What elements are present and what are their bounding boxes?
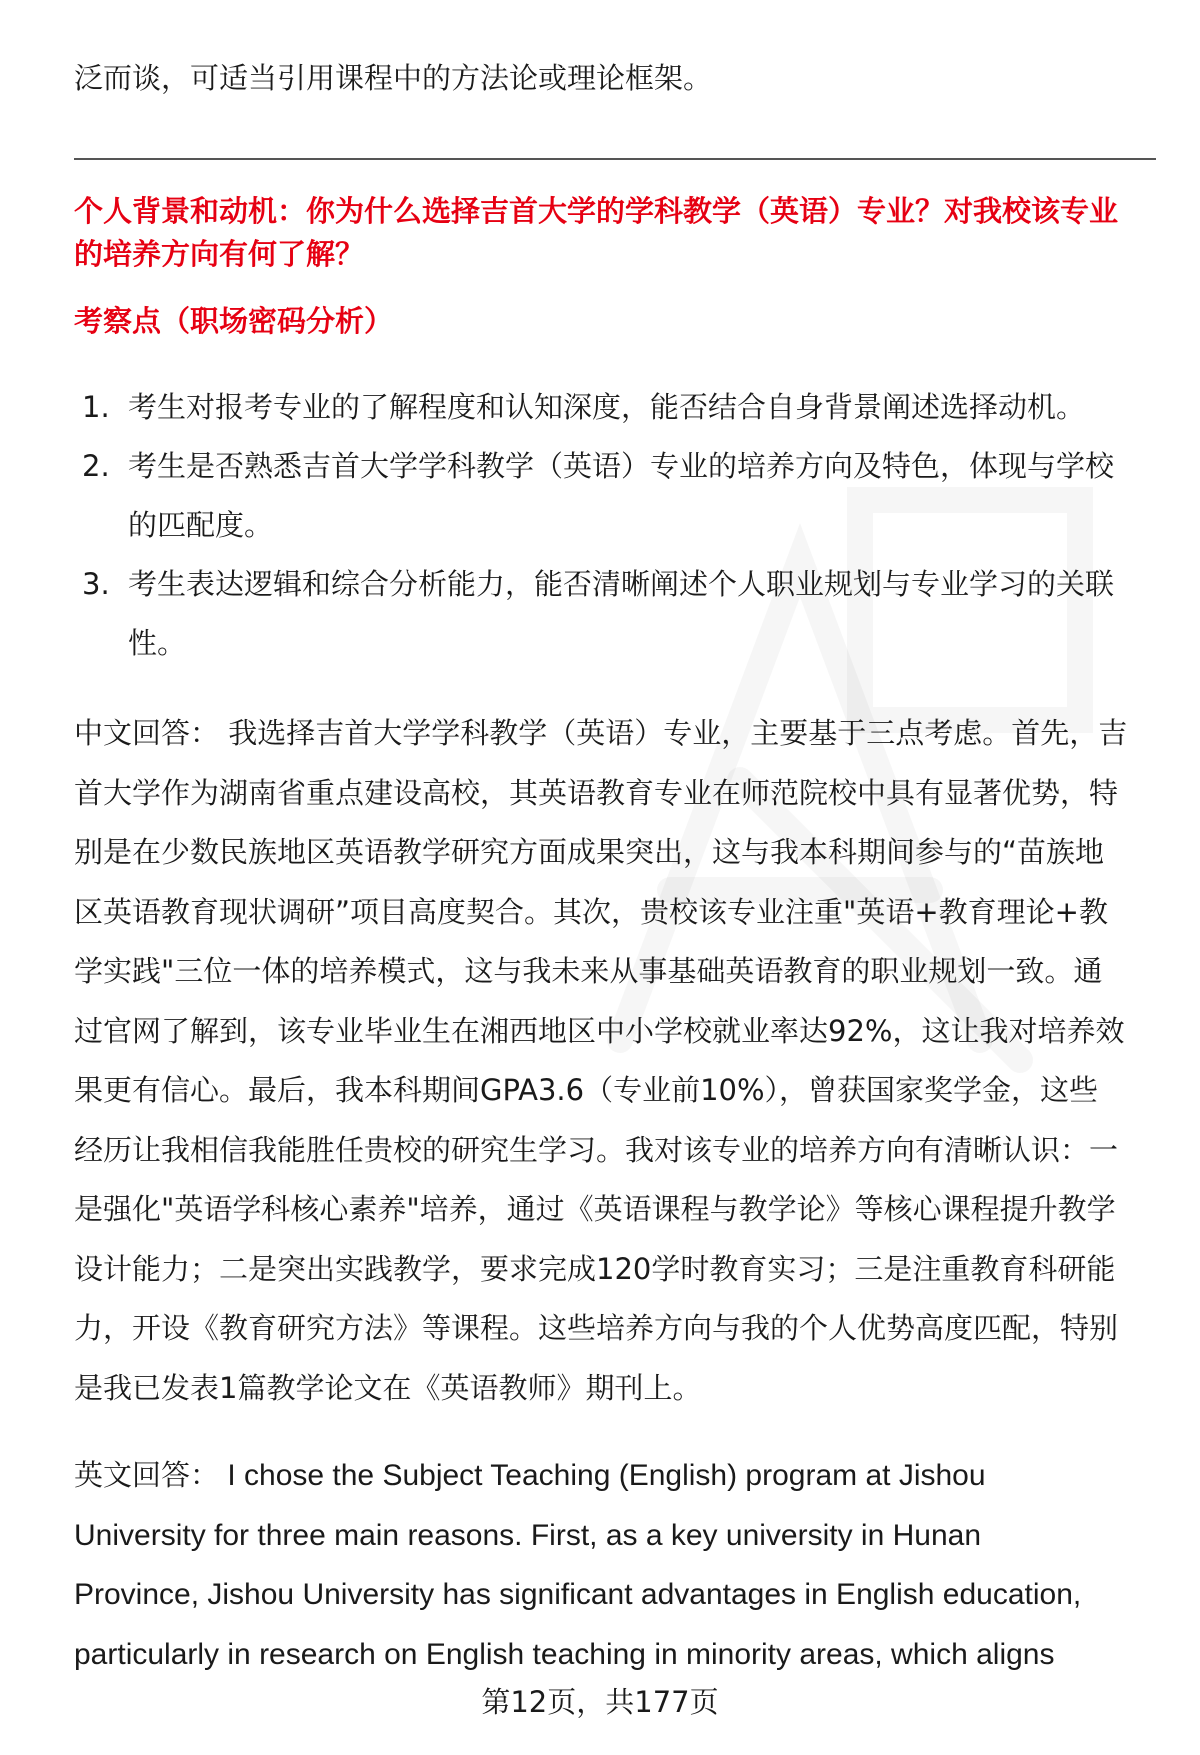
intro-line: 泛而谈，可适当引用课程中的方法论或理论框架。 xyxy=(74,61,713,95)
answer-text: I chose the Subject Teaching (English) program at Jishou xyxy=(219,1459,986,1492)
answer-line: 果更有信心。最后，我本科期间GPA3.6（专业前10%），曾获国家奖学金，这些 xyxy=(74,1073,1099,1107)
question-heading xyxy=(74,190,1156,276)
section-divider xyxy=(74,158,1156,160)
list-item-text: 的匹配度。 xyxy=(128,508,274,542)
list-item-number: 3. xyxy=(82,567,110,601)
answer-line: 是我已发表1篇教学论文在《英语教师》期刊上。 xyxy=(74,1370,702,1405)
answer-line: 中文回答： 我选择吉首大学学科教学（英语）专业，主要基于三点考虑。首先，吉 xyxy=(74,716,1128,750)
list-item xyxy=(74,378,1156,437)
answer-line: 首大学作为湖南省重点建设高校，其英语教育专业在师范院校中具有显著优势，特 xyxy=(74,775,1119,810)
question-line: 的培养方向有何了解？ xyxy=(74,237,365,271)
answer-line: 过官网了解到，该专业毕业生在湘西地区中小学校就业率达92%，这让我对培养效 xyxy=(74,1013,1125,1048)
list-item-text: 考生对报考专业的了解程度和认知深度，能否结合自身背景阐述选择动机。 xyxy=(128,390,1086,424)
answer-line: particularly in research on English teaching in minority areas, which aligns xyxy=(74,1637,1055,1671)
answer-line: 设计能力；二是突出实践教学，要求完成120学时教育实习；三是注重教育科研能 xyxy=(74,1251,1116,1286)
answer-line: University for three main reasons. First, as a key university in Hunan xyxy=(74,1518,982,1552)
answer-line xyxy=(74,1446,1156,1506)
chinese-answer xyxy=(74,704,1156,1418)
list-item-text: 考生是否熟悉吉首大学学科教学（英语）专业的培养方向及特色，体现与学校 xyxy=(128,449,1115,483)
answer-line: 是强化"英语学科核心素养"培养，通过《英语课程与教学论》等核心课程提升教学 xyxy=(74,1192,1116,1226)
list-item xyxy=(74,555,1156,673)
english-answer xyxy=(74,1446,1156,1684)
answer-line: 经历让我相信我能胜任贵校的研究生学习。我对该专业的培养方向有清晰认识：一 xyxy=(74,1132,1119,1167)
question-line: 个人背景和动机：你为什么选择吉首大学的学科教学（英语）专业？对我校该专业 xyxy=(74,194,1119,228)
answer-line: 区英语教育现状调研”项目高度契合。其次，贵校该专业注重"英语+教育理论+教 xyxy=(74,894,1108,929)
answer-line: Province, Jishou University has significant advantages in English education, xyxy=(74,1578,1082,1611)
answer-line: 力，开设《教育研究方法》等课程。这些培养方向与我的个人优势高度匹配，特别 xyxy=(74,1311,1119,1345)
list-item xyxy=(74,437,1156,555)
list-item-text: 性。 xyxy=(128,626,187,660)
answer-line: 别是在少数民族地区英语教学研究方面成果突出，这与我本科期间参与的“苗族地 xyxy=(74,835,1105,869)
assessment-points-list xyxy=(74,378,1156,673)
answer-line: 学实践"三位一体的培养模式，这与我未来从事基础英语教育的职业规划一致。通 xyxy=(74,954,1103,988)
list-item-number: 1. xyxy=(82,390,110,424)
page-number-footer: 第12页，共177页 xyxy=(481,1685,719,1719)
assessment-subhead: 考察点（职场密码分析） xyxy=(74,304,394,338)
list-item-number: 2. xyxy=(82,449,110,483)
english-answer-label: 英文回答： xyxy=(74,1458,220,1492)
list-item-text: 考生表达逻辑和综合分析能力，能否清晰阐述个人职业规划与专业学习的关联 xyxy=(128,567,1115,601)
